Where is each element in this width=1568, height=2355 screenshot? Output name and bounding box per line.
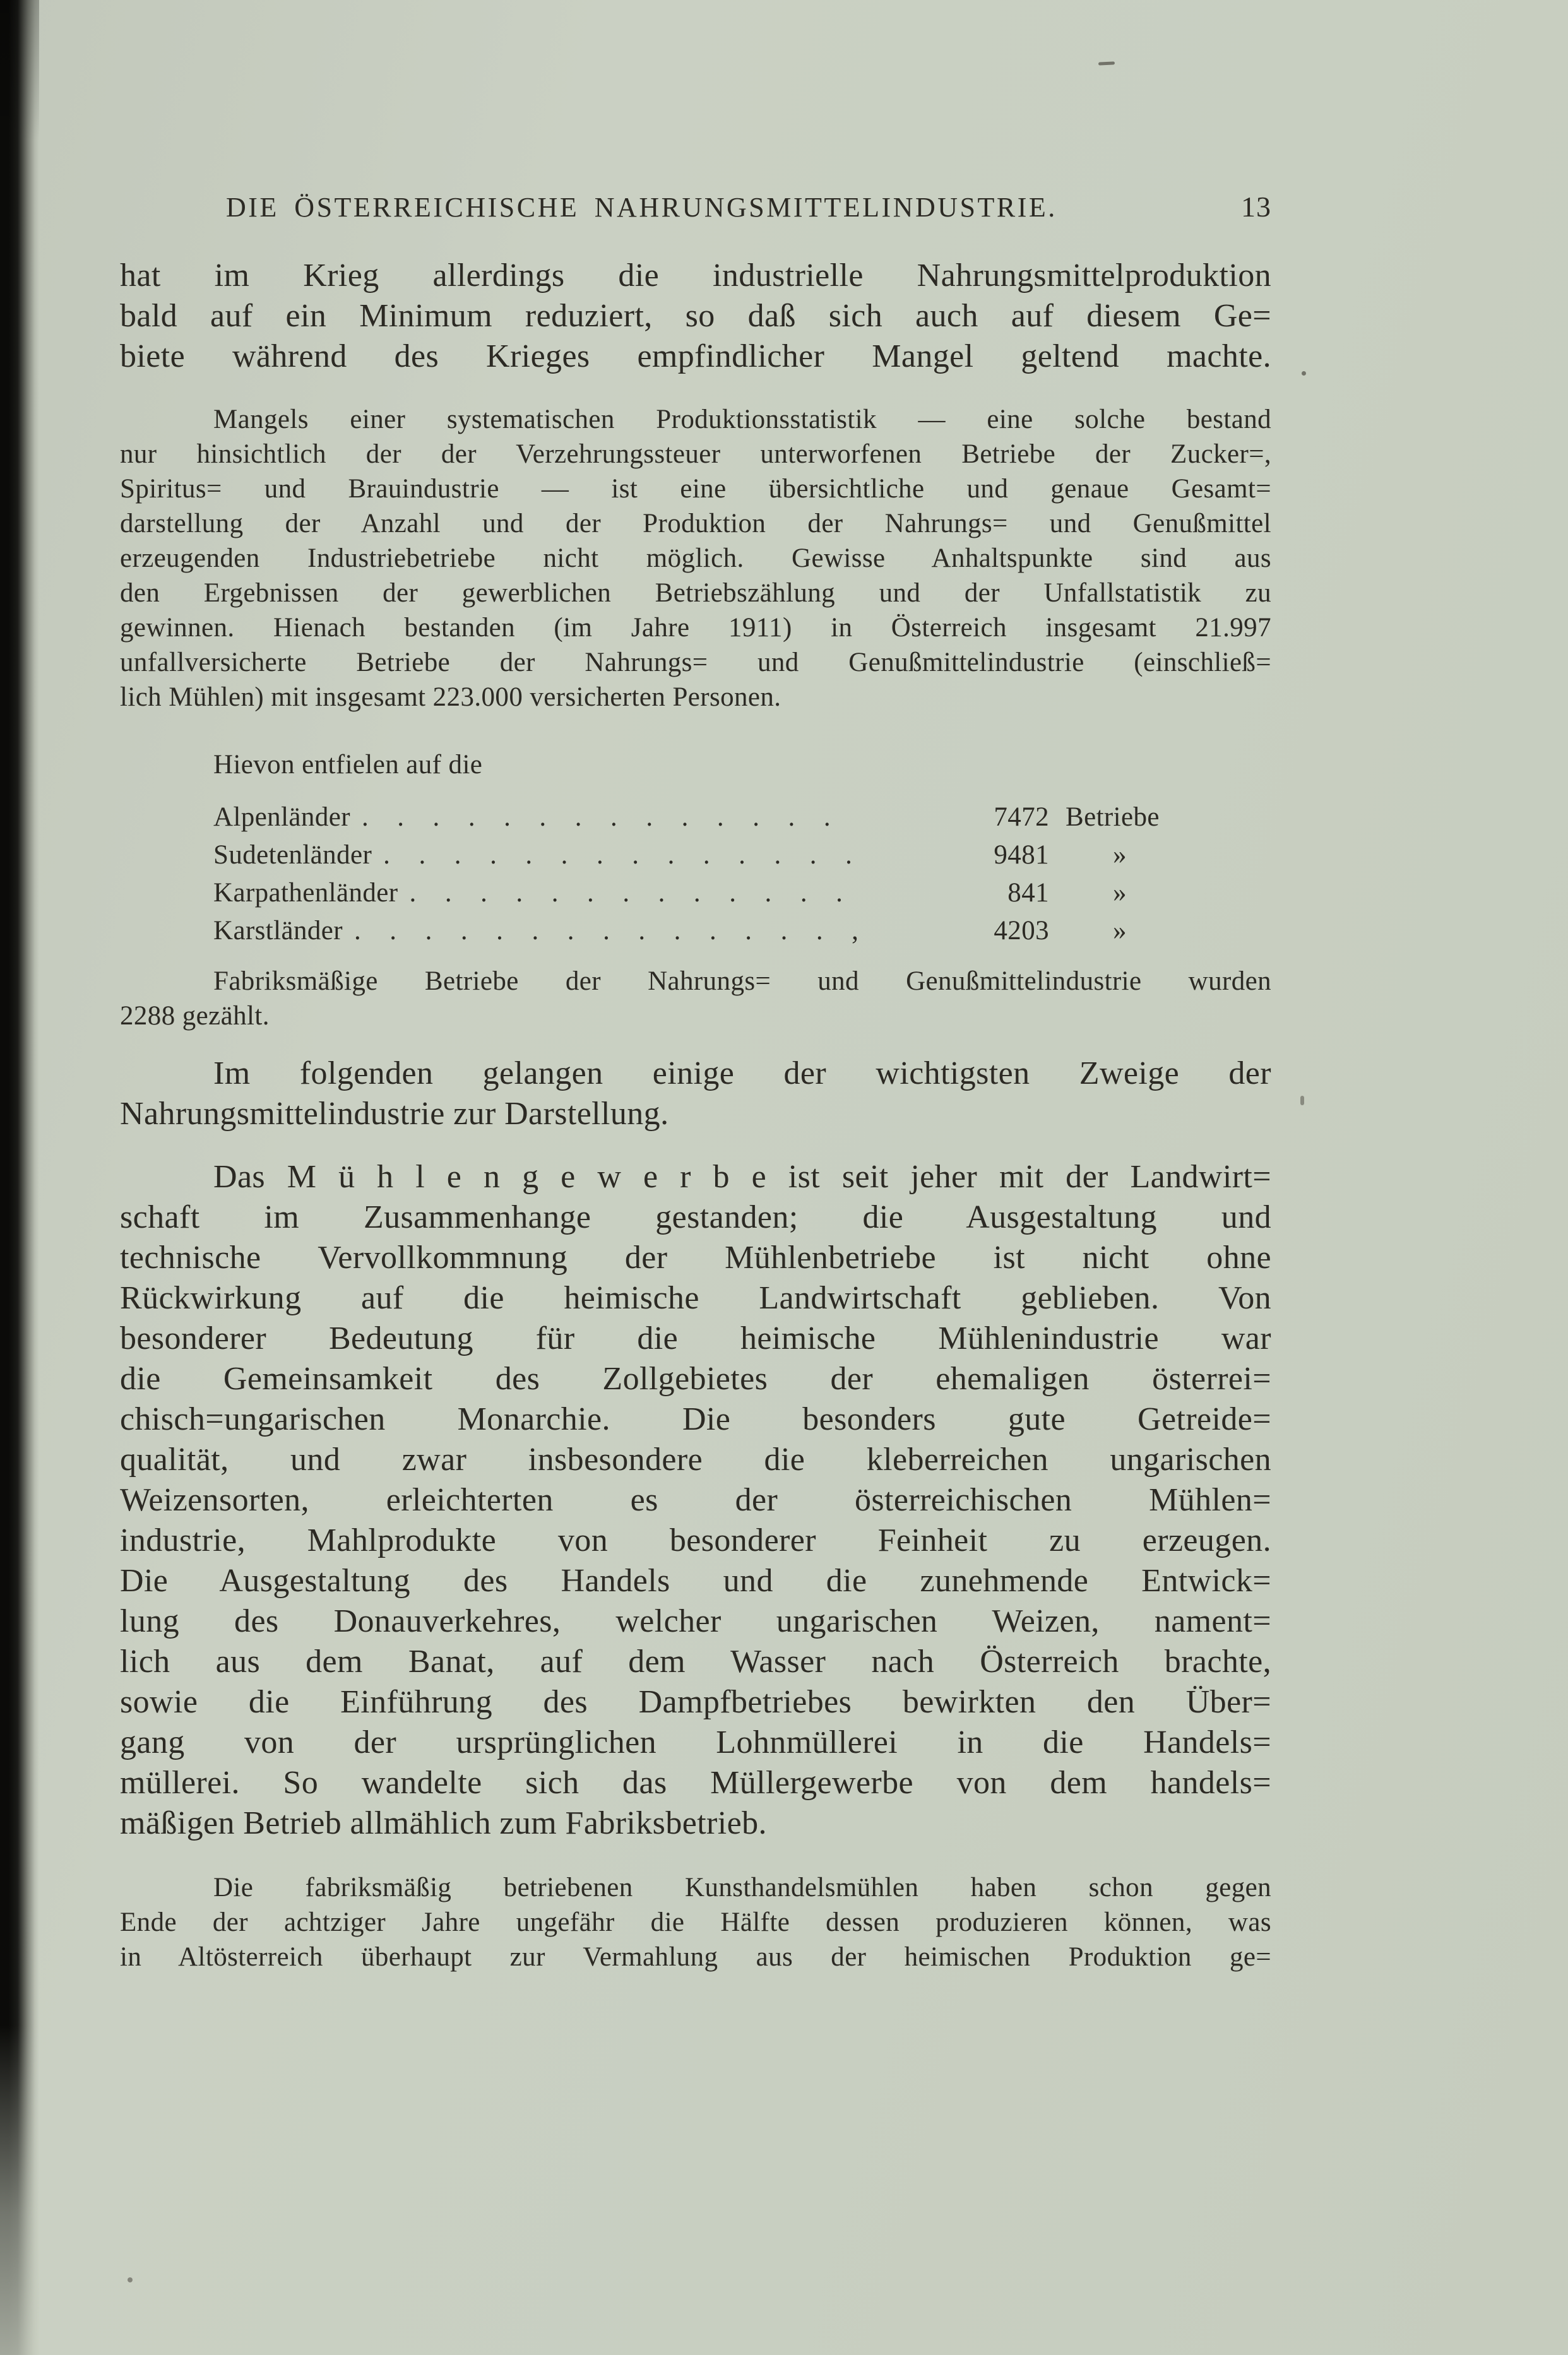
text-line: Die fabriksmäßig betriebenen Kunsthandelsmühlen haben schon gegen: [213, 1873, 1271, 1902]
text-line: Spiritus= und Brauindustrie — ist eine übersichtliche und genaue Gesamt=: [120, 474, 1271, 504]
text-line: Die Ausgestaltung des Handels und die zunehmende Entwick=: [120, 1563, 1271, 1599]
text-line: Nahrungsmittelindustrie zur Darstellung.: [120, 1096, 669, 1132]
list-item-label: Karstländer: [213, 916, 343, 946]
text-line: Im folgenden gelangen einige der wichtigsten Zweige der: [213, 1055, 1271, 1091]
list-item-value: 4203: [994, 916, 1049, 946]
text-line: biete während des Krieges empfindlicher Mangel geltend machte.: [120, 338, 1271, 374]
text-line: qualität, und zwar insbesondere die kleberreichen ungarischen: [120, 1442, 1271, 1478]
text-line: chisch=ungarischen Monarchie. Die besonders gute Getreide=: [120, 1401, 1271, 1437]
text-line: Das M ü h l e n g e w e r b e ist seit jeher mit der Landwirt=: [213, 1159, 1271, 1195]
text-line: lich aus dem Banat, auf dem Wasser nach Österreich brachte,: [120, 1644, 1271, 1680]
text-line: Hievon entfielen auf die: [213, 750, 483, 780]
text-line: Mangels einer systematischen Produktionsstatistik — eine solche bestand: [213, 405, 1271, 434]
list-item: [213, 874, 1271, 912]
text-line: gang von der ursprünglichen Lohnmüllerei in die Handels=: [120, 1724, 1271, 1760]
list-item-label: Sudetenländer: [213, 840, 372, 870]
scan-artifact-tick: [1300, 1096, 1304, 1105]
dot-leaders: . . . . . . . . . . . . . .: [361, 802, 831, 832]
text-line: lung des Donauverkehres, welcher ungarischen Weizen, nament=: [120, 1603, 1271, 1639]
text-line: Rückwirkung auf die heimische Landwirtschaft geblieben. Von: [120, 1280, 1271, 1316]
running-header: [120, 189, 1271, 225]
text-line: besonderer Bedeutung für die heimische Mühlenindustrie war: [120, 1320, 1271, 1356]
text-line: bald auf ein Minimum reduziert, so daß sich auch auf diesem Ge=: [120, 298, 1271, 334]
text-line: gewinnen. Hienach bestanden (im Jahre 1911) in Österreich insgesamt 21.997: [120, 613, 1271, 643]
text-line: hat im Krieg allerdings die industrielle Nahrungsmittelproduktion: [120, 258, 1271, 294]
dot-leaders: . . . . . . . . . . . . . . ,: [353, 916, 859, 946]
text-line: mäßigen Betrieb allmählich zum Fabriksbetrieb.: [120, 1805, 767, 1841]
text-line: den Ergebnissen der gewerblichen Betriebszählung und der Unfallstatistik zu: [120, 578, 1271, 608]
list-item-unit: »: [1113, 840, 1127, 870]
scan-artifact-dot: [128, 2277, 133, 2282]
running-header-title: DIE ÖSTERREICHISCHE NAHRUNGSMITTELINDUSTRIE.: [226, 192, 1057, 223]
list-item-unit: Betriebe: [1066, 802, 1160, 832]
text-line: schaft im Zusammenhange gestanden; die Ausgestaltung und: [120, 1199, 1271, 1235]
text-line: Weizensorten, erleichterten es der österreichischen Mühlen=: [120, 1482, 1271, 1518]
hievon-line: [120, 747, 1271, 782]
text-line: unfallversicherte Betriebe der Nahrungs= und Genußmittelindustrie (einschließ=: [120, 648, 1271, 677]
text-line: darstellung der Anzahl und der Produktion der Nahrungs= und Genußmittel: [120, 509, 1271, 538]
text-line: technische Vervollkommnung der Mühlenbetriebe ist nicht ohne: [120, 1240, 1271, 1276]
page-body: [120, 256, 1271, 1974]
list-item: [213, 798, 1271, 836]
text-line: sowie die Einführung des Dampfbetriebes bewirkten den Über=: [120, 1684, 1271, 1720]
scan-artifact-dash: [1098, 61, 1115, 65]
list-item-label: Karpathenländer: [213, 878, 398, 908]
dot-leaders: . . . . . . . . . . . . .: [409, 878, 843, 908]
fabriksmaessige-paragraph: [120, 964, 1271, 1033]
text-line: die Gemeinsamkeit des Zollgebietes der ehemaligen österrei=: [120, 1361, 1271, 1397]
statistics-paragraph: [120, 402, 1271, 715]
betriebe-list: [213, 798, 1271, 950]
list-item: [213, 836, 1271, 874]
dot-leaders: . . . . . . . . . . . . . .: [383, 840, 853, 870]
continuation-paragraph: [120, 256, 1271, 377]
page-number: 13: [1241, 191, 1271, 223]
list-item-value: 841: [1007, 878, 1049, 908]
text-line: industrie, Mahlprodukte von besonderer Feinheit zu erzeugen.: [120, 1522, 1271, 1558]
im-folgenden-paragraph: [120, 1053, 1271, 1134]
binding-shadow: [0, 0, 39, 2355]
text-line: lich Mühlen) mit insgesamt 223.000 versicherten Personen.: [120, 682, 781, 712]
list-item-unit: »: [1113, 878, 1127, 908]
scan-artifact-dot: [1302, 371, 1306, 376]
text-line: nur hinsichtlich der der Verzehrungssteuer unterworfenen Betriebe der Zucker=,: [120, 439, 1271, 469]
kunsthandelsmuehlen-paragraph: [120, 1870, 1271, 1974]
text-line: Fabriksmäßige Betriebe der Nahrungs= und Genußmittelindustrie wurden: [213, 966, 1271, 996]
text-line: in Altösterreich überhaupt zur Vermahlung aus der heimischen Produktion ge=: [120, 1942, 1271, 1972]
list-item-value: 7472: [994, 802, 1049, 832]
list-item-value: 9481: [994, 840, 1049, 870]
text-line: müllerei. So wandelte sich das Müllergewerbe von dem handels=: [120, 1765, 1271, 1801]
muehlengewerbe-paragraph: [120, 1157, 1271, 1844]
text-block: [120, 189, 1271, 1974]
text-line: Ende der achtziger Jahre ungefähr die Hälfte dessen produzieren können, was: [120, 1907, 1271, 1937]
list-item-unit: »: [1113, 916, 1127, 946]
list-item-label: Alpenländer: [213, 802, 350, 832]
text-line: erzeugenden Industriebetriebe nicht möglich. Gewisse Anhaltspunkte sind aus: [120, 543, 1271, 573]
text-line: 2288 gezählt.: [120, 1001, 270, 1031]
list-item: [213, 912, 1271, 950]
